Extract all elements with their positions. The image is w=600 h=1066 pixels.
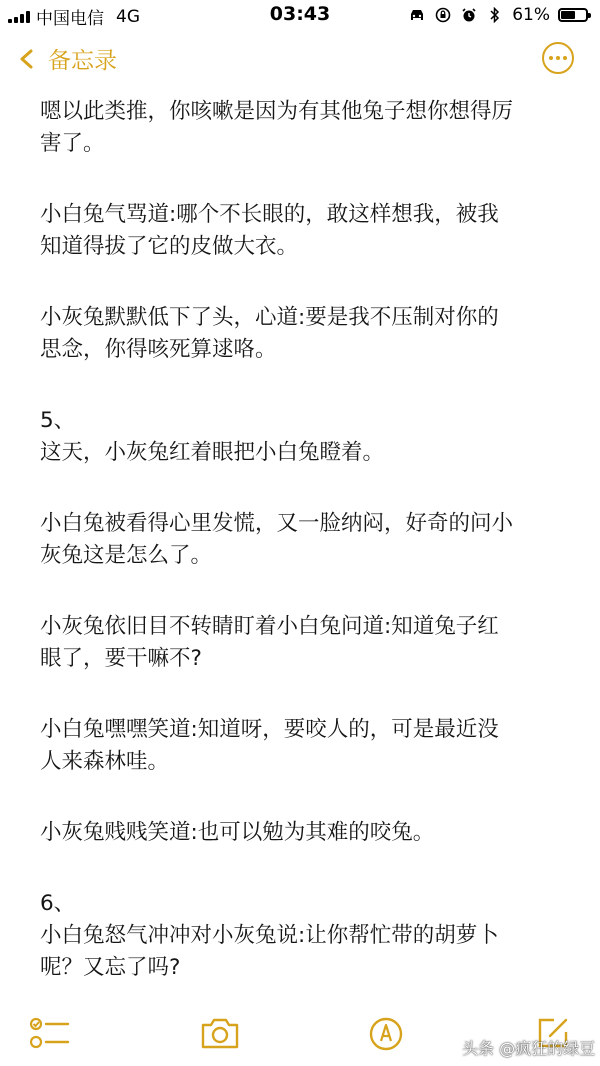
- camera-button[interactable]: [200, 1016, 240, 1054]
- back-label: 备忘录: [48, 48, 117, 74]
- battery-level: [561, 11, 575, 19]
- chevron-left-icon: [16, 48, 38, 70]
- battery-percent: 61%: [512, 5, 550, 25]
- alarm-icon: [460, 6, 478, 24]
- note-line: 小白兔被看得心里发慌，又一脸纳闷，好奇的问小: [40, 511, 514, 536]
- paragraph-gap: [40, 572, 568, 611]
- paragraph-gap: [40, 675, 568, 714]
- note-text-area[interactable]: [40, 96, 568, 984]
- checklist-icon: [30, 1016, 70, 1052]
- note-line: 眼了，要干嘛不?: [40, 646, 202, 671]
- more-dot-icon: [556, 56, 560, 60]
- note-line: 灰兔这是怎么了。: [40, 543, 213, 568]
- note-line: 人来森林哇。: [40, 749, 170, 774]
- note-line: 小灰兔贱贱笑道:也可以勉为其难的咬兔。: [40, 820, 435, 845]
- lock-rotation-icon: [434, 6, 452, 24]
- note-line: 小白兔怒气冲冲对小灰兔说:让你帮忙带的胡萝卜: [40, 923, 499, 948]
- note-line: 小白兔气骂道:哪个不长眼的，敢这样想我，被我: [40, 202, 499, 227]
- note-line: 小白兔嘿嘿笑道:知道呀，要咬人的，可是最近没: [40, 717, 499, 742]
- status-bar: [0, 0, 600, 32]
- paragraph-gap: [40, 469, 568, 508]
- note-line: 5、: [40, 408, 76, 433]
- note-line: 小灰兔依旧目不转睛盯着小白兔问道:知道兔子红: [40, 614, 499, 639]
- paragraph-gap: [40, 160, 568, 199]
- bluetooth-icon: [486, 6, 504, 24]
- note-line: 嗯以此类推，你咳嗽是因为有其他兔子想你想得厉: [40, 99, 514, 124]
- paragraph-gap: [40, 849, 568, 888]
- car-icon: [408, 6, 426, 24]
- status-time: 03:43: [269, 3, 331, 25]
- note-line: 呢？又忘了吗?: [40, 955, 181, 980]
- more-options-button[interactable]: [542, 42, 574, 74]
- markup-pen-icon: [368, 1016, 404, 1052]
- note-line: 这天，小灰兔红着眼把小白兔瞪着。: [40, 440, 385, 465]
- note-line: 小灰兔默默低下了头，心道:要是我不压制对你的: [40, 305, 499, 330]
- paragraph-gap: [40, 778, 568, 817]
- note-line: 知道得拔了它的皮做大衣。: [40, 234, 299, 259]
- note-line: 6、: [40, 891, 76, 916]
- carrier-label: 中国电信: [36, 9, 104, 29]
- status-right: [408, 5, 588, 25]
- watermark: 头条 @疯狂的绿豆: [462, 1039, 596, 1058]
- nav-bar: [0, 32, 600, 88]
- camera-icon: [200, 1016, 240, 1050]
- paragraph-gap: [40, 263, 568, 302]
- back-button[interactable]: [16, 42, 117, 75]
- battery-icon: [558, 8, 588, 22]
- network-label: 4G: [116, 6, 140, 27]
- more-dot-icon: [563, 56, 567, 60]
- markup-button[interactable]: [368, 1016, 404, 1056]
- note-line: 害了。: [40, 131, 105, 156]
- note-line: 思念，你得咳死算逑咯。: [40, 337, 277, 362]
- more-dot-icon: [549, 56, 553, 60]
- paragraph-gap: [40, 366, 568, 405]
- checklist-button[interactable]: [30, 1016, 70, 1056]
